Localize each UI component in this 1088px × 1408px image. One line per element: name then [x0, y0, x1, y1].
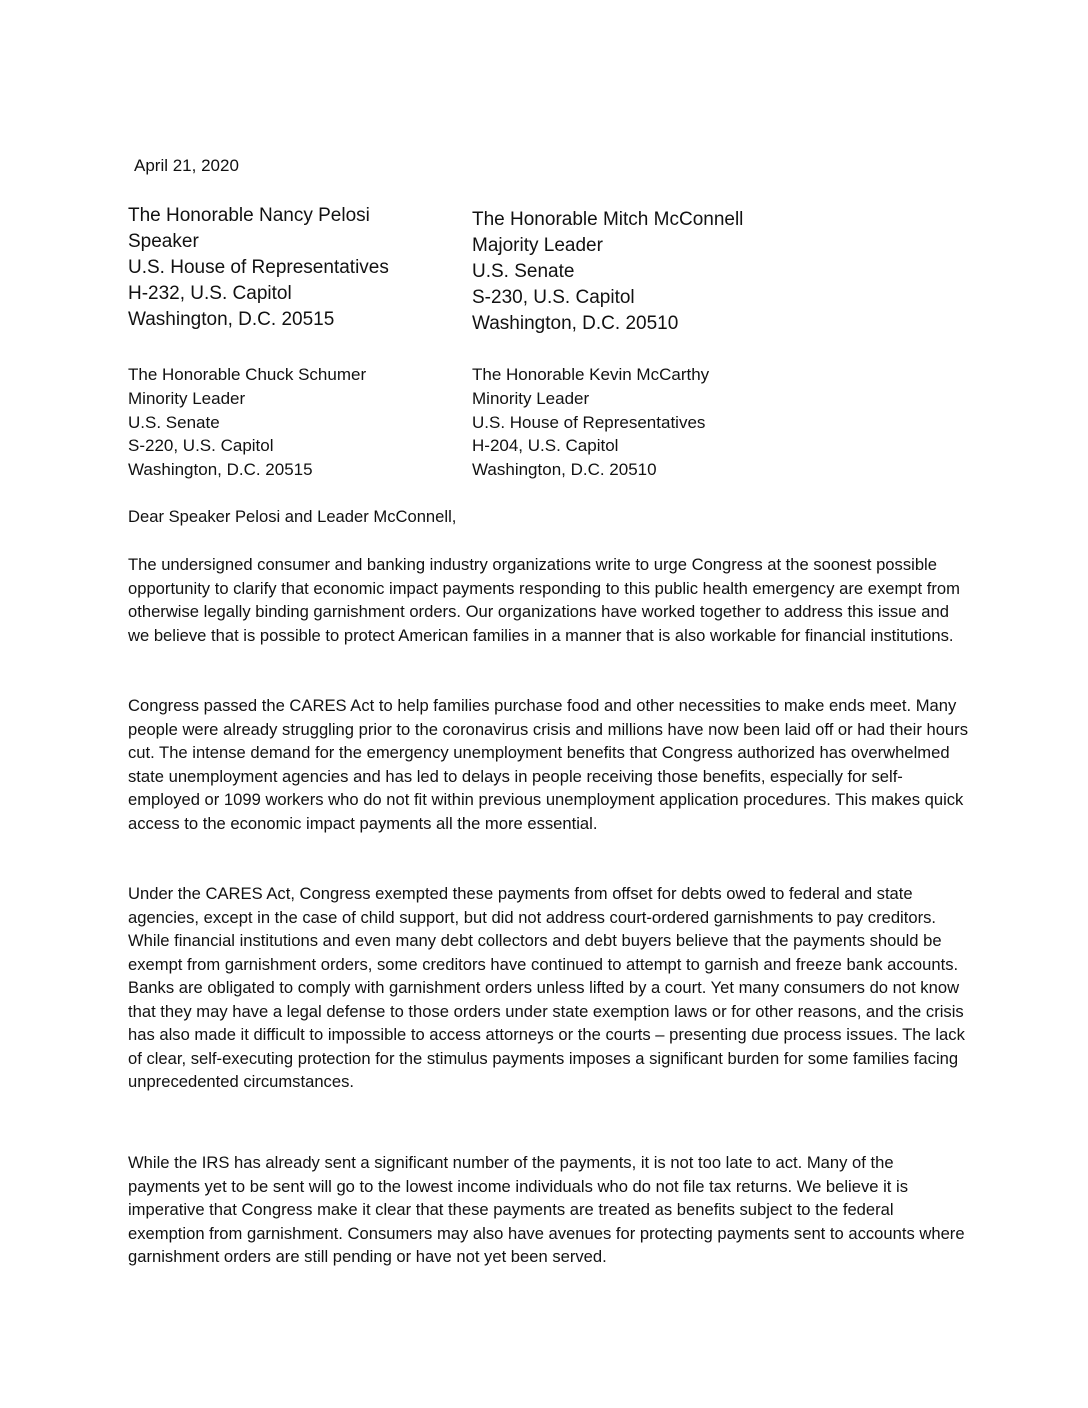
recipient-address-mcconnell	[472, 207, 743, 337]
letter-date: April 21, 2020	[134, 156, 239, 175]
recipient-city: Washington, D.C. 20510	[472, 460, 657, 479]
recipient-office: H-204, U.S. Capitol	[472, 436, 619, 456]
recipient-city: Washington, D.C. 20515	[128, 460, 313, 479]
recipient-office: S-230, U.S. Capitol	[472, 287, 635, 308]
recipient-address-pelosi	[128, 203, 389, 333]
recipient-chamber: U.S. House of Representatives	[128, 257, 389, 278]
recipient-title: Minority Leader	[128, 388, 246, 408]
recipient-chamber: U.S. Senate	[128, 412, 220, 432]
recipient-city: Washington, D.C. 20515	[128, 309, 335, 330]
body-paragraph-1: The undersigned consumer and banking industry organizations write to urge Congress at the soonest possible opportunity to clarify that economic impact payments responding to this public health emergency are exempt from otherwise legally binding garnishment orders. Our organizations have worked together to address this issue and we believe that is possible to protect American families in a manner that is also workable for financial institutions.	[128, 555, 960, 645]
recipient-title: Majority Leader	[472, 235, 603, 256]
salutation: Dear Speaker Pelosi and Leader McConnell,	[128, 507, 457, 526]
recipient-office: H-232, U.S. Capitol	[128, 283, 292, 304]
recipient-chamber: U.S. House of Representatives	[472, 412, 706, 432]
body-paragraph-4: While the IRS has already sent a significant number of the payments, it is not too late to act. Many of the payments yet to be sent will go to the lowest income individuals who do not file tax returns. We believe it is imperative that Congress make it clear that these payments are treated as benefits subject to the federal exemption from garnishment. Consumers may also have avenues for protecting payments sent to accounts where garnishment orders are still pending or have not yet been served.	[128, 1153, 965, 1266]
recipient-name: The Honorable Mitch McConnell	[472, 209, 744, 230]
body-paragraph-2: Congress passed the CARES Act to help families purchase food and other necessities to make ends meet. Many people were already struggling prior to the coronavirus crisis and millions have now been laid off or had their hours cut. The intense demand for the emergency unemployment benefits that Congress authorized has overwhelmed state unemployment agencies and has led to delays in people receiving those benefits, especially for self-employed or 1099 workers who do not fit within previous unemployment application procedures. This makes quick access to the economic impact payments all the more essential.	[128, 696, 968, 833]
recipient-name: The Honorable Nancy Pelosi	[128, 205, 370, 226]
recipient-name: The Honorable Kevin McCarthy	[472, 365, 710, 384]
recipient-office: S-220, U.S. Capitol	[128, 436, 274, 456]
recipient-title: Minority Leader	[472, 388, 590, 408]
recipient-title: Speaker	[128, 231, 199, 252]
recipient-name: The Honorable Chuck Schumer	[128, 365, 367, 384]
body-paragraph-3: Under the CARES Act, Congress exempted these payments from offset for debts owed to federal and state agencies, except in the case of child support, but did not address court-ordered garnishments to pay creditors. While financial institutions and even many debt collectors and debt buyers believe that the payments should be exempt from garnishment orders, some creditors have continued to attempt to garnish and freeze bank accounts. Banks are obligated to comply with garnishment orders unless lifted by a court. Yet many consumers do not know that they may have a legal defense to those orders under state exemption laws or for other reasons, and the crisis has also made it difficult to impossible to access attorneys or the courts – presenting due process issues. The lack of clear, self-executing protection for the stimulus payments imposes a significant burden for some families facing unprecedented circumstances.	[128, 884, 965, 1091]
recipient-city: Washington, D.C. 20510	[472, 313, 679, 334]
recipient-address-schumer	[128, 363, 366, 482]
recipient-chamber: U.S. Senate	[472, 261, 575, 282]
recipient-address-mccarthy	[472, 363, 709, 482]
